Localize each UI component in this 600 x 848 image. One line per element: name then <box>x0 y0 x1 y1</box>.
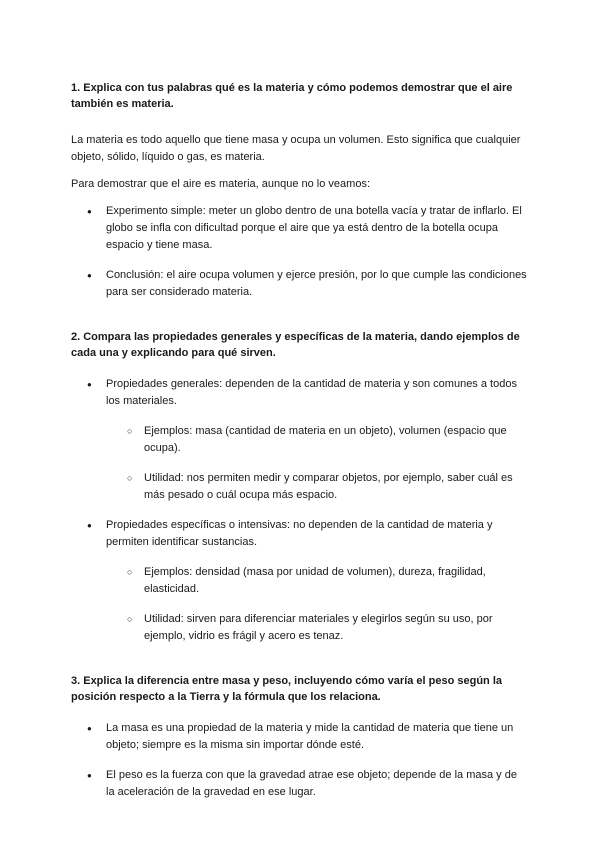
question-2-heading: 2. Compara las propiedades generales y específicas de la materia, dando ejemplos de cada una y explicando para qué sirven. <box>71 331 520 359</box>
sub-list-item: ○ Utilidad: nos permiten medir y comparar objetos, por ejemplo, saber cuál es más pesado o cuál ocupa más espacio. <box>71 470 527 504</box>
section-3-bullet-list <box>71 720 527 801</box>
sub-list-item: ○ Ejemplos: masa (cantidad de materia en un objeto), volumen (espacio que ocupa). <box>71 423 527 457</box>
section-1-paragraph-2: Para demostrar que el aire es materia, aunque no lo veamos: <box>71 178 370 190</box>
question-3-heading: 3. Explica la diferencia entre masa y peso, incluyendo cómo varía el peso según la posición respecto a la Tierra y la fórmula que los relaciona. <box>71 675 503 703</box>
list-item: ● El peso es la fuerza con que la gravedad atrae ese objeto; depende de la masa y de la aceleración de la gravedad en ese lugar. <box>71 767 527 801</box>
section-1-paragraph-1: La materia es todo aquello que tiene masa y ocupa un volumen. Esto significa que cualquier objeto, sólido, líquido o gas, es materia. <box>71 134 521 163</box>
document-page <box>71 80 527 801</box>
question-1-heading: 1. Explica con tus palabras qué es la materia y cómo podemos demostrar que el aire también es materia. <box>71 82 513 110</box>
list-item: ● Propiedades específicas o intensivas: no dependen de la cantidad de materia y permiten identificar sustancias. <box>71 517 527 551</box>
list-item: ● Conclusión: el aire ocupa volumen y ejerce presión, por lo que cumple las condiciones para ser considerado materia. <box>71 267 527 301</box>
list-item: ● La masa es una propiedad de la materia y mide la cantidad de materia que tiene un objeto; siempre es la misma sin importar dónde esté. <box>71 720 527 754</box>
section-1-bullet-list <box>71 203 527 301</box>
section-2-bullet-list <box>71 376 527 645</box>
list-item: ● Propiedades generales: dependen de la cantidad de materia y son comunes a todos los materiales. <box>71 376 527 410</box>
sub-list-item: ○ Ejemplos: densidad (masa por unidad de volumen), dureza, fragilidad, elasticidad. <box>71 564 527 598</box>
list-item: ● Experimento simple: meter un globo dentro de una botella vacía y tratar de inflarlo. El globo se infla con dificultad porque el aire que ya está dentro de la botella ocupa espacio y tiene masa. <box>71 203 527 254</box>
sub-list-item: ○ Utilidad: sirven para diferenciar materiales y elegirlos según su uso, por ejemplo, vidrio es frágil y acero es tenaz. <box>71 611 527 645</box>
